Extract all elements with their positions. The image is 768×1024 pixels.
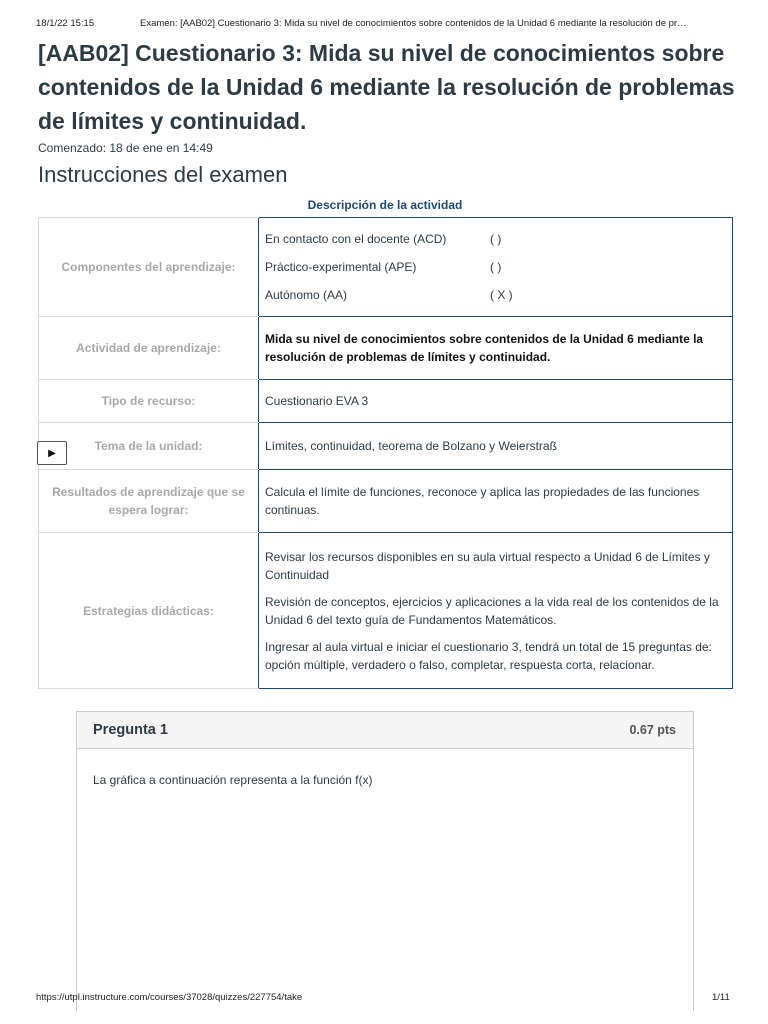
theme-value: Límites, continuidad, teorema de Bolzano y Weierstraß — [259, 423, 733, 470]
print-date: 18/1/22 15:15 — [36, 18, 95, 29]
table-caption: Descripción de la actividad — [307, 198, 463, 212]
components-value — [259, 218, 733, 317]
results-label: Resultados de aprendizaje que se espera lograr: — [39, 470, 259, 533]
table-row — [39, 218, 733, 317]
strategies-value — [259, 533, 733, 689]
strategies-label: Estrategias didácticas: — [39, 533, 259, 689]
table-row — [39, 470, 733, 533]
table-row — [39, 317, 733, 380]
component-row — [265, 225, 726, 253]
strategy-item: Revisión de conceptos, ejercicios y aplicaciones a la vida real de los contenidos de la Unidad 6 del texto guía de Fundamentos Matemáticos. — [265, 594, 719, 627]
component-mark: ( ) — [490, 260, 502, 274]
activity-label: Actividad de aprendizaje: — [39, 317, 259, 380]
question-header — [77, 712, 693, 749]
table-row — [39, 423, 733, 470]
activity-value: Mida su nivel de conocimientos sobre contenidos de la Unidad 6 mediante la resolución de problemas de límites y continuidad. — [259, 317, 733, 380]
theme-label: Tema de la unidad: — [39, 423, 259, 470]
component-mark: ( X ) — [490, 288, 513, 302]
results-value: Calcula el límite de funciones, reconoce y aplica las propiedades de las funciones continuas. — [259, 470, 733, 533]
resource-label: Tipo de recurso: — [39, 380, 259, 423]
table-row — [39, 380, 733, 423]
print-page-number: 1/11 — [712, 992, 730, 1003]
activity-description-table — [38, 217, 733, 689]
strategy-item: Revisar los recursos disponibles en su aula virtual respecto a Unidad 6 de Límites y Continuidad — [265, 549, 710, 582]
print-url: https://utpl.instructure.com/courses/37028/quizzes/227754/take — [36, 992, 303, 1003]
question-text: La gráfica a continuación representa a la función f(x) — [93, 773, 373, 787]
component-name: Autónomo (AA) — [265, 288, 348, 302]
components-label: Componentes del aprendizaje: — [39, 218, 259, 317]
question-name: Pregunta 1 — [93, 722, 168, 738]
component-row — [265, 281, 726, 309]
resource-value: Cuestionario EVA 3 — [259, 380, 733, 423]
component-name: Práctico-experimental (APE) — [265, 260, 417, 274]
component-name: En contacto con el docente (ACD) — [265, 232, 447, 246]
question-points: 0.67 pts — [629, 723, 676, 737]
table-row — [39, 533, 733, 689]
play-icon: ▶ — [48, 447, 56, 459]
component-row — [265, 253, 726, 281]
print-doc-title: Examen: [AAB02] Cuestionario 3: Mida su nivel de conocimientos sobre contenidos de la Unidad 6 mediante la resolución de pr… — [140, 18, 687, 29]
component-mark: ( ) — [490, 232, 502, 246]
quiz-title: [AAB02] Cuestionario 3: Mida su nivel de conocimientos sobre contenidos de la Unidad 6 mediante la resolución de problemas de límites y continuidad. — [38, 40, 735, 134]
question-card — [76, 711, 694, 1011]
print-header — [0, 0, 768, 34]
instructions-heading: Instrucciones del examen — [38, 162, 288, 187]
started-timestamp: Comenzado: 18 de ene en 14:49 — [38, 141, 213, 155]
strategy-item: Ingresar al aula virtual e iniciar el cuestionario 3, tendrá un total de 15 preguntas de: opción múltiple, verdadero o falso, completar, respuesta corta, relacionar. — [265, 639, 712, 672]
play-button[interactable] — [37, 441, 67, 465]
